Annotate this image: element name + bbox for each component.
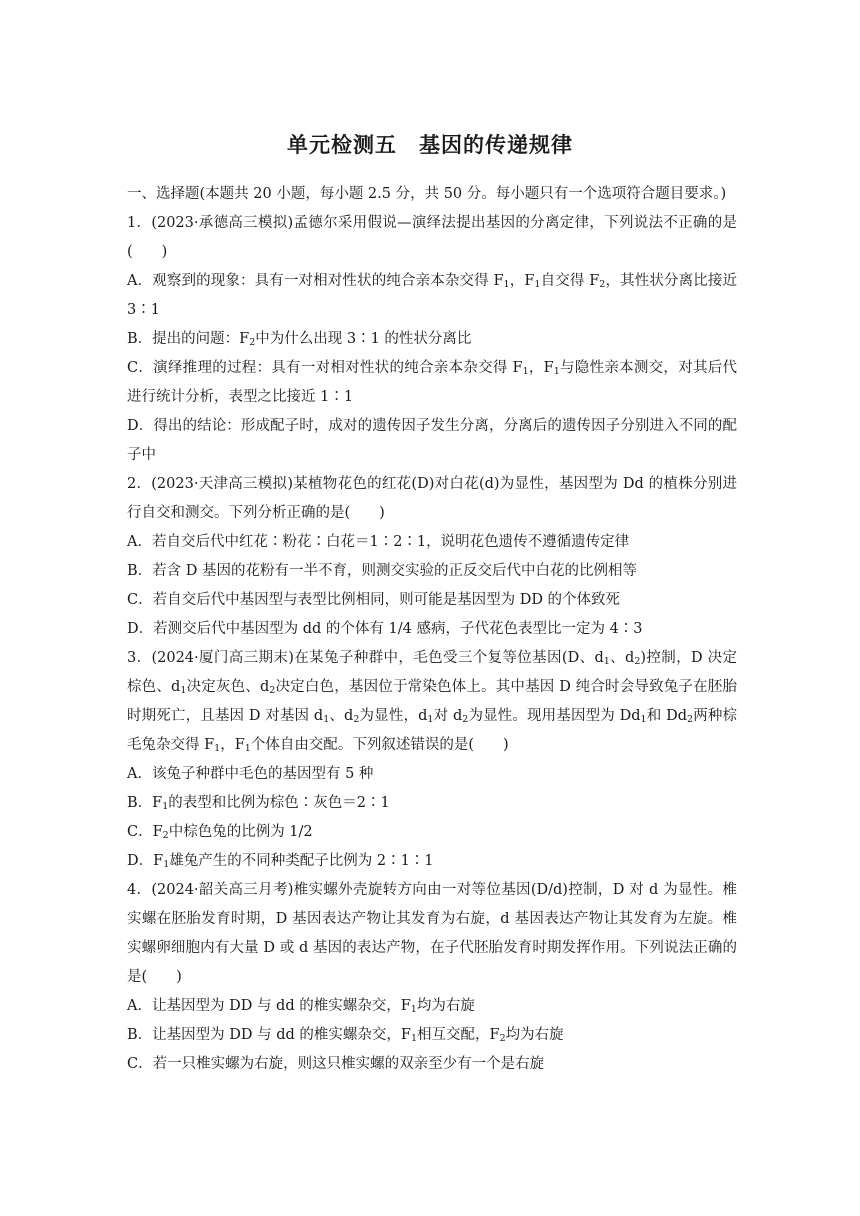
question-2-stem: 2．(2023·天津高三模拟)某植物花色的红花(D)对白花(d)为显性，基因型为 Dd 的植株分别进行自交和测交。下列分析正确的是( ) bbox=[127, 476, 737, 521]
section-heading: 一、选择题(本题共 20 小题，每小题 2.5 分，共 50 分。每小题只有一个选项符合题目要求。) bbox=[127, 186, 727, 202]
question-3-stem: 3．(2024·厦门高三期末)在某兔子种群中，毛色受三个复等位基因(D、$d_1$、$d_2$)控制，D 决定棕色、$d_1$决定灰色、$d_2$决定白色，基因位于常染色体上。其中基因 D 纯合时会导致兔子在胚胎时期死亡，且基因 D 对基因 $d_1$、$d_2$为显性，$d_1$对 $d_2$为显性。现用基因型为 $Dd_1$和 $Dd_2$两种棕毛兔杂交得 $F_1$，$F_1$个体自由交配。下列叙述错误的是( ) bbox=[127, 650, 738, 754]
question-1-option-c: C．演绎推理的过程：具有一对相对性状的纯合亲本杂交得 $F_1$，$F_1$与隐性亲本测交，对其后代进行统计分析，表型之比接近 1∶1 bbox=[127, 360, 738, 405]
question-2-option-c: C．若自交后代中基因型与表型比例相同，则可能是基因型为 DD 的个体致死 bbox=[127, 592, 621, 608]
question-4-stem: 4．(2024·韶关高三月考)椎实螺外壳旋转方向由一对等位基因(D/d)控制，D 对 d 为显性。椎实螺在胚胎发育时期，D 基因表达产物让其发育为右旋，d 基因表达产物让其发育为左旋。椎实螺卵细胞内有大量 D 或 d 基因的表达产物，在子代胚胎发育时期发挥作用。下列说法正确的是( ) bbox=[127, 882, 737, 985]
question-1-option-b: B．提出的问题：$F_2$中为什么出现 3∶1 的性状分离比 bbox=[127, 331, 472, 348]
question-1-option-a: A．观察到的现象：具有一对相对性状的纯合亲本杂交得 $F_1$，$F_1$自交得 $F_2$，其性状分离比接近 3∶1 bbox=[127, 273, 738, 318]
question-4-option-c: C．若一只椎实螺为右旋，则这只椎实螺的双亲至少有一个是右旋 bbox=[127, 1056, 545, 1072]
question-body bbox=[127, 180, 737, 1079]
question-3-option-d: D．$F_1$雄兔产生的不同种类配子比例为 2∶1∶1 bbox=[127, 853, 434, 870]
question-2-option-a: A．若自交后代中红花∶粉花∶白花＝1∶2∶1，说明花色遗传不遵循遗传定律 bbox=[127, 534, 630, 550]
question-1-stem: 1．(2023·承德高三模拟)孟德尔采用假说—演绎法提出基因的分离定律，下列说法不正确的是( ) bbox=[127, 215, 737, 260]
question-2-option-b: B．若含 D 基因的花粉有一半不育，则测交实验的正反交后代中白花的比例相等 bbox=[127, 563, 637, 579]
question-4-option-a: A．让基因型为 DD 与 dd 的椎实螺杂交，$F_1$均为右旋 bbox=[127, 998, 475, 1015]
question-1-option-d: D．得出的结论：形成配子时，成对的遗传因子发生分离，分离后的遗传因子分别进入不同的配子中 bbox=[127, 418, 737, 463]
question-2-option-d: D．若测交后代中基因型为 dd 的个体有 1/4 感病，子代花色表型比一定为 4∶3 bbox=[127, 621, 643, 637]
question-3-option-a: A．该兔子种群中毛色的基因型有 5 种 bbox=[127, 766, 374, 782]
question-3-option-b: B．$F_1$的表型和比例为棕色∶灰色＝2∶1 bbox=[127, 795, 390, 812]
question-3-option-c: C．$F_2$中棕色兔的比例为 1/2 bbox=[127, 824, 313, 841]
question-4-option-b: B．让基因型为 DD 与 dd 的椎实螺杂交，$F_1$相互交配，$F_2$均为右旋 bbox=[127, 1027, 564, 1044]
page-title: 单元检测五 基因的传递规律 bbox=[287, 133, 573, 157]
